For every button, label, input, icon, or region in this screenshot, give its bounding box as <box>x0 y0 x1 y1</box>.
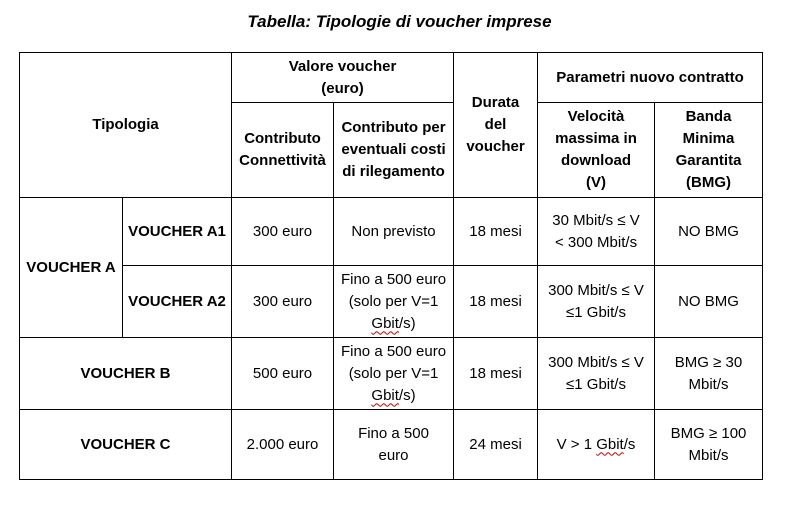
durata-value: 18 mesi <box>454 266 538 338</box>
spellcheck-word: Gbit <box>371 314 399 332</box>
header-contributo-rilegamento: Contributo per eventuali costi di rilegamento <box>334 103 454 198</box>
rilegamento-text: Fino a 500 euro (solo per V=1 <box>340 270 447 310</box>
header-valore-voucher: Valore voucher (euro) <box>232 53 454 103</box>
contributo-value: 2.000 euro <box>232 410 334 480</box>
table-row <box>20 198 763 266</box>
voucher-name: VOUCHER C <box>20 410 232 480</box>
banda-value: NO BMG <box>655 198 763 266</box>
table-title: Tabella: Tipologie di voucher imprese <box>247 12 552 31</box>
rilegamento-value <box>334 266 454 338</box>
contributo-value: 500 euro <box>232 338 334 410</box>
header-contributo-connettivita: Contributo Connettività <box>232 103 334 198</box>
rilegamento-value <box>334 338 454 410</box>
banda-value: NO BMG <box>655 266 763 338</box>
rilegamento-value: Fino a 500 euro <box>334 410 454 480</box>
voucher-name: VOUCHER A1 <box>123 198 232 266</box>
header-durata: Durata del voucher <box>454 53 538 198</box>
rilegamento-value: Non previsto <box>334 198 454 266</box>
header-row-1 <box>20 53 763 103</box>
header-velocita: Velocità massima in download (V) <box>538 103 655 198</box>
velocita-text-end: /s <box>623 435 636 453</box>
rilegamento-text-end: /s) <box>398 314 416 332</box>
spellcheck-word: Gbit <box>371 386 399 404</box>
durata-value: 18 mesi <box>454 198 538 266</box>
header-parametri: Parametri nuovo contratto <box>538 53 763 103</box>
voucher-table <box>19 52 763 480</box>
header-tipologia: Tipologia <box>20 53 232 198</box>
voucher-a-group: VOUCHER A <box>20 198 123 338</box>
rilegamento-text: Fino a 500 euro (solo per V=1 <box>340 342 447 382</box>
banda-value: BMG ≥ 30 Mbit/s <box>655 338 763 410</box>
durata-value: 24 mesi <box>454 410 538 480</box>
contributo-value: 300 euro <box>232 198 334 266</box>
table-row <box>20 410 763 480</box>
rilegamento-text-end: /s) <box>398 386 416 404</box>
table-row <box>20 338 763 410</box>
velocita-value: 300 Mbit/s ≤ V ≤1 Gbit/s <box>538 338 655 410</box>
velocita-value <box>538 410 655 480</box>
banda-value: BMG ≥ 100 Mbit/s <box>655 410 763 480</box>
voucher-name: VOUCHER B <box>20 338 232 410</box>
durata-value: 18 mesi <box>454 338 538 410</box>
table-row <box>20 266 763 338</box>
velocita-value: 30 Mbit/s ≤ V < 300 Mbit/s <box>538 198 655 266</box>
contributo-value: 300 euro <box>232 266 334 338</box>
voucher-name: VOUCHER A2 <box>123 266 232 338</box>
velocita-text: V > 1 <box>556 435 597 453</box>
velocita-value: 300 Mbit/s ≤ V ≤1 Gbit/s <box>538 266 655 338</box>
spellcheck-word: Gbit <box>596 435 624 453</box>
header-banda: Banda Minima Garantita (BMG) <box>655 103 763 198</box>
